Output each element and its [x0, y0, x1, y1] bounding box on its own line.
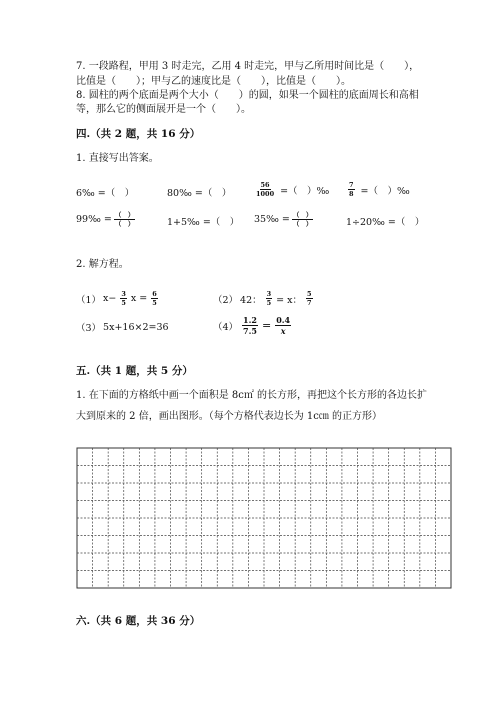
equation-term: x−	[103, 293, 117, 304]
equation-term: 42：	[240, 294, 262, 306]
calc-answer: =（ ）‰	[360, 185, 410, 197]
q7-line2: 比值是（ ）；甲与乙的速度比是（ ），比值是（ ）。	[76, 76, 351, 87]
equation-1	[76, 290, 160, 307]
calc-56-over-1000	[254, 181, 329, 198]
fraction	[151, 290, 158, 307]
answer-fraction	[292, 211, 314, 228]
calc-80-permille: 80‰ =（ ）	[167, 188, 232, 199]
section5-q1-line1: 1. 在下面的方格纸中画一个面积是 8c㎡ 的长方形，再把这个长方形的各边长扩	[76, 390, 428, 401]
fraction-denominator: x	[280, 326, 286, 336]
fraction-denominator: 8	[349, 190, 354, 198]
section5-q1-line2: 大到原来的 2 倍，画出图形。（每个方格代表边长为 1c㎝ 的正方形）	[76, 411, 383, 422]
section5-heading: 五.（共 1 题，共 5 分）	[76, 365, 193, 377]
q7-line1: 7. 一段路程，甲用 3 时走完，乙用 4 时走完，甲与乙所用时间比是（ ），	[76, 61, 420, 72]
calc-35-permille	[254, 211, 315, 228]
equation-label: （2）	[213, 294, 239, 306]
equation-2	[213, 290, 315, 307]
grid-paper	[76, 447, 452, 589]
calc-expression: 35‰ =	[254, 214, 290, 225]
calc-99-permille	[76, 211, 137, 228]
section4-q2-title: 2. 解方程。	[76, 259, 129, 270]
fraction-numerator: （ ）	[114, 211, 135, 219]
fraction-numerator: 7	[349, 181, 354, 189]
fraction-numerator: 0.4	[276, 315, 291, 325]
fraction-denominator: 7	[307, 299, 312, 307]
equation-label: （3）	[76, 323, 102, 334]
fraction-denominator: 1000	[256, 190, 275, 198]
section4-q1-title: 1. 直接写出答案。	[76, 153, 159, 164]
q8-line1: 8. 圆柱的两个底面是两个大小（ ）的圆，如果一个圆柱的底面周长和高相	[76, 90, 419, 101]
equation-term: =	[261, 319, 272, 332]
calc-answer: =（ ）‰	[280, 185, 330, 197]
equation-term: x =	[130, 293, 148, 304]
calc-7-over-8	[346, 181, 410, 198]
fraction	[256, 181, 274, 198]
fraction-denominator: （ ）	[292, 220, 313, 228]
equation-term: 5x+16×2=36	[103, 321, 169, 333]
fraction-denominator: （ ）	[114, 220, 135, 228]
fraction-denominator: 7.5	[243, 326, 257, 336]
fraction-numerator: 56	[260, 181, 270, 189]
calc-expression: 99‰ =	[76, 214, 112, 225]
calc-1-div-20-permille: 1÷20‰ =（ ）	[346, 217, 425, 228]
fraction	[266, 290, 273, 307]
answer-fraction	[114, 211, 136, 228]
fraction-numerator: （ ）	[292, 211, 313, 219]
fraction-numerator: 6	[152, 290, 157, 298]
section4-heading: 四.（共 2 题，共 16 分）	[76, 128, 201, 140]
fraction	[120, 290, 127, 307]
fraction-denominator: 5	[152, 299, 157, 307]
equation-label: （1）	[76, 294, 102, 306]
section6-heading: 六.（共 6 题，共 36 分）	[76, 615, 201, 627]
fraction-denominator: 5	[266, 299, 272, 307]
calc-6-permille: 6‰ =（ ）	[76, 188, 135, 199]
equation-3	[76, 320, 169, 334]
fraction-numerator: 3	[121, 290, 126, 298]
fraction	[242, 315, 258, 336]
calc-1-plus-5-permille: 1+5‰ =（ ）	[167, 217, 240, 228]
equation-label: （4）	[213, 321, 239, 333]
equation-4	[213, 315, 293, 336]
fraction-numerator: 5	[307, 290, 312, 298]
fraction	[275, 315, 291, 336]
fraction-numerator: 1.2	[243, 315, 257, 325]
fraction-denominator: 5	[121, 299, 126, 307]
fraction-numerator: 3	[266, 290, 272, 298]
fraction	[306, 290, 313, 307]
q8-line2: 等，那么它的侧面展开是一个（ ）。	[76, 104, 251, 115]
equation-term: = x：	[276, 294, 303, 306]
fraction	[348, 181, 355, 198]
